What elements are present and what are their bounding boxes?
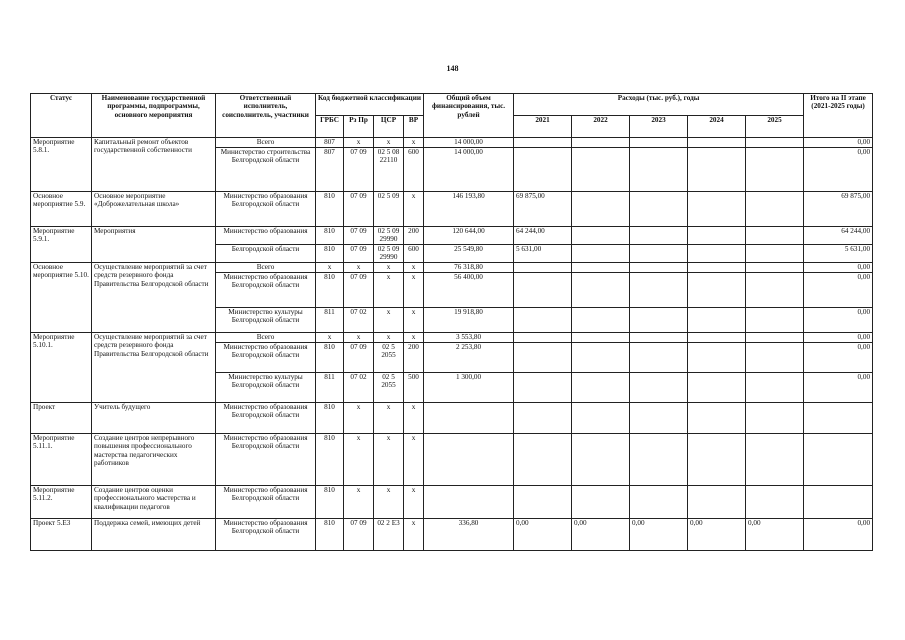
name-cell: Учитель будущего — [92, 402, 216, 433]
y2024-cell — [688, 342, 746, 372]
rz-cell: 07 09 — [344, 518, 374, 550]
rz-cell: 07 09 — [344, 148, 374, 192]
itog-cell: 0,00 — [804, 307, 873, 332]
y2025-cell — [746, 138, 804, 148]
csr-cell: х — [374, 433, 404, 485]
grbs-cell: 810 — [316, 192, 344, 227]
csr-cell: х — [374, 138, 404, 148]
total-cell: 56 400,00 — [424, 272, 514, 307]
y2024-cell — [688, 272, 746, 307]
y2024-cell — [688, 148, 746, 192]
grbs-cell: 810 — [316, 272, 344, 307]
header-stage-total: Итого на II этапе (2021-2025 годы) — [804, 94, 873, 138]
y2022-cell — [572, 262, 630, 272]
header-csr: ЦСР — [374, 116, 404, 138]
table-row — [31, 138, 873, 148]
grbs-cell: 810 — [316, 227, 344, 245]
y2025-cell — [746, 342, 804, 372]
total-cell: 1 300,00 — [424, 372, 514, 402]
grbs-cell: 807 — [316, 138, 344, 148]
name-cell: Мероприятия — [92, 227, 216, 263]
table-row — [31, 227, 873, 245]
y2021-cell — [514, 402, 572, 433]
vr-cell: 500 — [404, 372, 424, 402]
vr-cell: 200 — [404, 227, 424, 245]
y2025-cell — [746, 372, 804, 402]
exec-cell: Министерство образования Белгородской области — [216, 192, 316, 227]
exec-cell: Министерство образования — [216, 227, 316, 245]
vr-cell: х — [404, 332, 424, 342]
y2021-cell — [514, 485, 572, 518]
table-row — [31, 332, 873, 342]
grbs-cell: 810 — [316, 402, 344, 433]
rz-cell: х — [344, 402, 374, 433]
csr-cell: х — [374, 307, 404, 332]
name-cell: Поддержка семей, имеющих детей — [92, 518, 216, 550]
header-budget-code: Код бюджетной классификации — [316, 94, 424, 116]
y2022-cell — [572, 485, 630, 518]
exec-cell: Всего — [216, 138, 316, 148]
y2021-cell: 64 244,00 — [514, 227, 572, 245]
csr-cell: 02 5 2055 — [374, 342, 404, 372]
total-cell: 2 253,80 — [424, 342, 514, 372]
itog-cell: 0,00 — [804, 372, 873, 402]
y2023-cell — [630, 227, 688, 245]
header-total-financing: Общий объем финансирования, тыс. рублей — [424, 94, 514, 138]
vr-cell: х — [404, 402, 424, 433]
name-cell: Осуществление мероприятий за счет средств резервного фонда Правительства Белгородской области — [92, 332, 216, 402]
grbs-cell: 810 — [316, 518, 344, 550]
csr-cell: 02 5 09 — [374, 192, 404, 227]
table-body — [31, 138, 873, 551]
status-cell: Мероприятие 5.9.1. — [31, 227, 92, 263]
y2023-cell — [630, 244, 688, 262]
vr-cell: х — [404, 262, 424, 272]
csr-cell: х — [374, 485, 404, 518]
y2025-cell — [746, 244, 804, 262]
y2024-cell — [688, 433, 746, 485]
table-row — [31, 485, 873, 518]
y2023-cell — [630, 262, 688, 272]
total-cell: 3 553,80 — [424, 332, 514, 342]
y2025-cell — [746, 148, 804, 192]
csr-cell: 02 5 2055 — [374, 372, 404, 402]
y2021-cell — [514, 433, 572, 485]
csr-cell: х — [374, 262, 404, 272]
table-row — [31, 262, 873, 272]
vr-cell: 600 — [404, 244, 424, 262]
vr-cell: х — [404, 138, 424, 148]
y2023-cell — [630, 372, 688, 402]
total-cell: 336,80 — [424, 518, 514, 550]
header-2024: 2024 — [688, 116, 746, 138]
vr-cell: х — [404, 433, 424, 485]
grbs-cell: х — [316, 332, 344, 342]
vr-cell: х — [404, 307, 424, 332]
grbs-cell: 810 — [316, 433, 344, 485]
name-cell: Капитальный ремонт объектов государственной собственности — [92, 138, 216, 192]
csr-cell: х — [374, 402, 404, 433]
name-cell: Основное мероприятие «Доброжелательная школа» — [92, 192, 216, 227]
y2025-cell — [746, 402, 804, 433]
table-row — [31, 402, 873, 433]
y2025-cell — [746, 227, 804, 245]
y2021-cell: 0,00 — [514, 518, 572, 550]
y2025-cell — [746, 272, 804, 307]
y2023-cell — [630, 332, 688, 342]
y2021-cell: 5 631,00 — [514, 244, 572, 262]
header-2021: 2021 — [514, 116, 572, 138]
y2024-cell — [688, 262, 746, 272]
y2023-cell — [630, 138, 688, 148]
name-cell: Осуществление мероприятий за счет средств резервного фонда Правительства Белгородской области — [92, 262, 216, 332]
exec-cell: Белгородской области — [216, 244, 316, 262]
vr-cell: х — [404, 272, 424, 307]
status-cell: Основное мероприятие 5.10. — [31, 262, 92, 332]
y2022-cell — [572, 138, 630, 148]
total-cell: 76 318,80 — [424, 262, 514, 272]
itog-cell: 0,00 — [804, 262, 873, 272]
grbs-cell: 810 — [316, 485, 344, 518]
y2024-cell — [688, 227, 746, 245]
itog-cell: 5 631,00 — [804, 244, 873, 262]
grbs-cell: 811 — [316, 307, 344, 332]
status-cell: Мероприятие 5.11.1. — [31, 433, 92, 485]
status-cell: Проект 5.Е3 — [31, 518, 92, 550]
csr-cell: 02 5 09 29990 — [374, 244, 404, 262]
header-2023: 2023 — [630, 116, 688, 138]
total-cell: 25 549,80 — [424, 244, 514, 262]
y2021-cell — [514, 148, 572, 192]
status-cell: Основное мероприятие 5.9. — [31, 192, 92, 227]
y2024-cell — [688, 402, 746, 433]
itog-cell: 0,00 — [804, 518, 873, 550]
y2023-cell — [630, 402, 688, 433]
rz-cell: 07 09 — [344, 342, 374, 372]
header-2025: 2025 — [746, 116, 804, 138]
exec-cell: Всего — [216, 262, 316, 272]
y2024-cell — [688, 192, 746, 227]
header-vr: ВР — [404, 116, 424, 138]
table-row — [31, 518, 873, 550]
name-cell: Создание центров непрерывного повышения профессионального мастерства педагогических работников — [92, 433, 216, 485]
table-row — [31, 433, 873, 485]
csr-cell: 02 2 Е3 — [374, 518, 404, 550]
y2025-cell — [746, 192, 804, 227]
rz-cell: 07 09 — [344, 192, 374, 227]
grbs-cell: 810 — [316, 244, 344, 262]
itog-cell: 0,00 — [804, 148, 873, 192]
grbs-cell: 807 — [316, 148, 344, 192]
vr-cell: 600 — [404, 148, 424, 192]
rz-cell: 07 09 — [344, 272, 374, 307]
y2023-cell — [630, 192, 688, 227]
y2025-cell — [746, 262, 804, 272]
csr-cell: 02 5 09 29990 — [374, 227, 404, 245]
vr-cell: х — [404, 192, 424, 227]
budget-table — [30, 93, 873, 551]
itog-cell: 64 244,00 — [804, 227, 873, 245]
y2022-cell — [572, 307, 630, 332]
y2022-cell — [572, 402, 630, 433]
name-cell: Создание центров оценки профессионального мастерства и квалификации педагогов — [92, 485, 216, 518]
itog-cell: 0,00 — [804, 138, 873, 148]
status-cell: Мероприятие 5.10.1. — [31, 332, 92, 402]
y2021-cell — [514, 307, 572, 332]
rz-cell: х — [344, 485, 374, 518]
y2025-cell — [746, 307, 804, 332]
y2024-cell — [688, 332, 746, 342]
y2022-cell — [572, 342, 630, 372]
total-cell: 120 644,00 — [424, 227, 514, 245]
y2023-cell — [630, 148, 688, 192]
exec-cell: Министерство образования Белгородской области — [216, 402, 316, 433]
vr-cell: х — [404, 518, 424, 550]
exec-cell: Министерство культуры Белгородской области — [216, 372, 316, 402]
total-cell: 146 193,80 — [424, 192, 514, 227]
status-cell: Мероприятие 5.8.1. — [31, 138, 92, 192]
y2021-cell — [514, 372, 572, 402]
y2023-cell — [630, 433, 688, 485]
rz-cell: х — [344, 332, 374, 342]
y2021-cell — [514, 342, 572, 372]
y2025-cell — [746, 485, 804, 518]
status-cell: Мероприятие 5.11.2. — [31, 485, 92, 518]
y2023-cell — [630, 342, 688, 372]
y2025-cell — [746, 433, 804, 485]
y2021-cell — [514, 262, 572, 272]
header-rzpr: Рз Пр — [344, 116, 374, 138]
rz-cell: х — [344, 138, 374, 148]
header-executor: Ответственный исполнитель, соисполнитель, участники — [216, 94, 316, 138]
itog-cell — [804, 433, 873, 485]
exec-cell: Министерство образования Белгородской области — [216, 485, 316, 518]
y2021-cell — [514, 138, 572, 148]
itog-cell — [804, 402, 873, 433]
itog-cell: 69 875,00 — [804, 192, 873, 227]
exec-cell: Министерство образования Белгородской области — [216, 433, 316, 485]
exec-cell: Министерство образования Белгородской области — [216, 518, 316, 550]
exec-cell: Министерство строительства Белгородской области — [216, 148, 316, 192]
total-cell: 14 000,00 — [424, 148, 514, 192]
rz-cell: 07 09 — [344, 244, 374, 262]
y2022-cell — [572, 433, 630, 485]
rz-cell: 07 09 — [344, 227, 374, 245]
header-2022: 2022 — [572, 116, 630, 138]
table-row — [31, 192, 873, 227]
header-expenses: Расходы (тыс. руб.), годы — [514, 94, 804, 116]
y2022-cell — [572, 272, 630, 307]
table-header — [31, 94, 873, 138]
vr-cell: 200 — [404, 342, 424, 372]
header-grbs: ГРБС — [316, 116, 344, 138]
itog-cell: 0,00 — [804, 332, 873, 342]
y2022-cell — [572, 332, 630, 342]
grbs-cell: 810 — [316, 342, 344, 372]
header-name: Наименование государственной программы, подпрограммы, основного мероприятия — [92, 94, 216, 138]
y2021-cell — [514, 332, 572, 342]
rz-cell: х — [344, 433, 374, 485]
grbs-cell: 811 — [316, 372, 344, 402]
total-cell — [424, 485, 514, 518]
y2023-cell — [630, 485, 688, 518]
y2022-cell — [572, 148, 630, 192]
vr-cell: х — [404, 485, 424, 518]
rz-cell: 07 02 — [344, 372, 374, 402]
y2021-cell — [514, 272, 572, 307]
y2024-cell — [688, 485, 746, 518]
total-cell: 19 918,80 — [424, 307, 514, 332]
csr-cell: х — [374, 272, 404, 307]
exec-cell: Министерство культуры Белгородской области — [216, 307, 316, 332]
total-cell: 14 000,00 — [424, 138, 514, 148]
y2023-cell — [630, 307, 688, 332]
total-cell — [424, 433, 514, 485]
page-number: 148 — [446, 64, 459, 73]
y2025-cell: 0,00 — [746, 518, 804, 550]
csr-cell: 02 5 08 22110 — [374, 148, 404, 192]
y2022-cell — [572, 227, 630, 245]
y2022-cell — [572, 372, 630, 402]
csr-cell: х — [374, 332, 404, 342]
y2023-cell — [630, 272, 688, 307]
exec-cell: Всего — [216, 332, 316, 342]
y2023-cell: 0,00 — [630, 518, 688, 550]
total-cell — [424, 402, 514, 433]
y2025-cell — [746, 332, 804, 342]
itog-cell — [804, 485, 873, 518]
y2024-cell: 0,00 — [688, 518, 746, 550]
exec-cell: Министерство образования Белгородской области — [216, 272, 316, 307]
y2024-cell — [688, 307, 746, 332]
itog-cell: 0,00 — [804, 272, 873, 307]
y2021-cell: 69 875,00 — [514, 192, 572, 227]
exec-cell: Министерство образования Белгородской области — [216, 342, 316, 372]
itog-cell: 0,00 — [804, 342, 873, 372]
status-cell: Проект — [31, 402, 92, 433]
y2024-cell — [688, 372, 746, 402]
rz-cell: х — [344, 262, 374, 272]
rz-cell: 07 02 — [344, 307, 374, 332]
y2024-cell — [688, 138, 746, 148]
grbs-cell: х — [316, 262, 344, 272]
y2022-cell: 0,00 — [572, 518, 630, 550]
y2024-cell — [688, 244, 746, 262]
header-status: Статус — [31, 94, 92, 138]
y2022-cell — [572, 244, 630, 262]
y2022-cell — [572, 192, 630, 227]
